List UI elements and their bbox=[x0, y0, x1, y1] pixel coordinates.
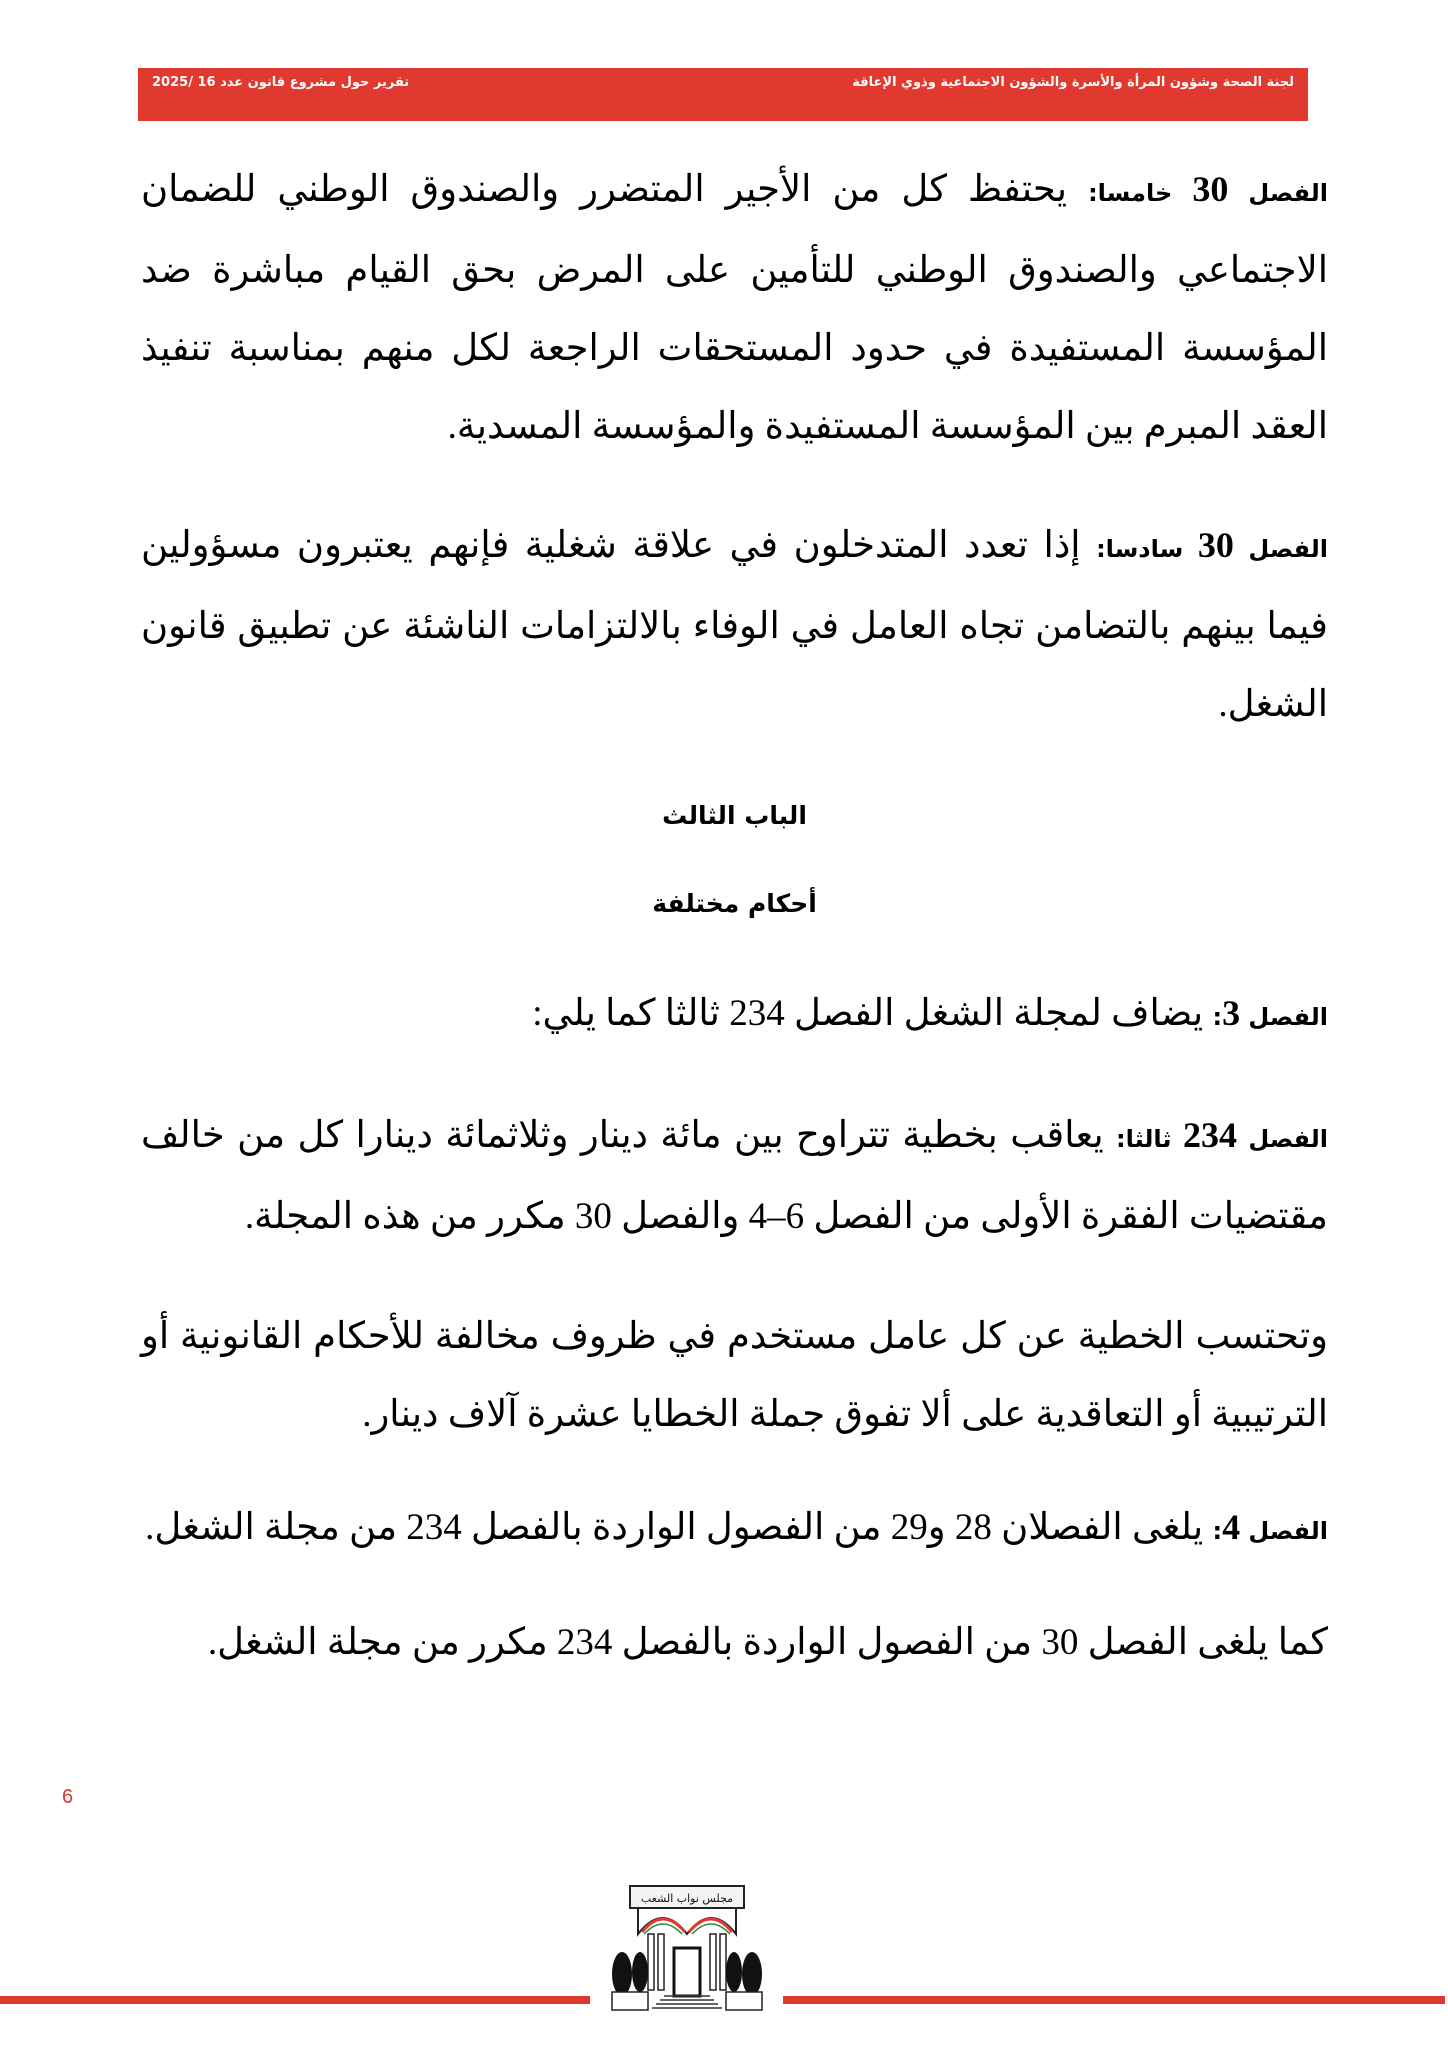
article-text: يضاف لمجلة الشغل الفصل 234 ثالثا كما يلي: bbox=[532, 993, 1213, 1034]
article-3 bbox=[141, 974, 1328, 1056]
article-label: الفصل 3: bbox=[1212, 993, 1328, 1033]
article-label: الفصل 234 ثالثا: bbox=[1116, 1115, 1329, 1155]
section-subheading: أحكام مختلفة bbox=[652, 889, 817, 918]
article-text: يلغى الفصلان 28 و29 من الفصول الواردة بالفصل 234 من مجلة الشغل. bbox=[145, 1507, 1213, 1548]
page-number: 6 bbox=[62, 1786, 74, 1808]
fine-calculation-paragraph: وتحتسب الخطية عن كل عامل مستخدم في ظروف مخالفة للأحكام القانونية أو الترتيبية أو التعاقدية على ألا تفوق جملة الخطايا عشرة آلاف دينار. bbox=[141, 1316, 1328, 1435]
article-label: الفصل 30 سادسا: bbox=[1096, 525, 1329, 565]
repeal-paragraph: كما يلغى الفصل 30 من الفصول الواردة بالفصل 234 مكرر من مجلة الشغل. bbox=[207, 1622, 1328, 1663]
logo-text: مجلس نواب الشعب bbox=[640, 1892, 734, 1905]
footer-line-right bbox=[783, 1996, 1445, 2004]
article-label: الفصل 4: bbox=[1212, 1507, 1328, 1547]
document-body bbox=[141, 150, 1328, 1682]
article-text: يعاقب بخطية تتراوح بين مائة دينار وثلاثمائة دينارا كل من خالف مقتضيات الفقرة الأولى من الفصل 6–4 والفصل 30 مكرر من هذه المجلة. bbox=[141, 1115, 1328, 1237]
report-title: تقرير حول مشروع قانون عدد 16 /2025 bbox=[152, 75, 410, 90]
article-text: يحتفظ كل من الأجير المتضرر والصندوق الوطني للضمان الاجتماعي والصندوق الوطني للتأمين على المرض بحق القيام مباشرة ضد المؤسسة المستفيدة في حدود المستحقات الراجعة لكل منهم بمناسبة تنفيذ العقد المبرم بين المؤسسة المستفيدة والمؤسسة المسدية. bbox=[141, 169, 1328, 447]
article-30-quinquies bbox=[141, 150, 1328, 466]
article-30-sexies bbox=[141, 506, 1328, 744]
header-bar bbox=[138, 68, 1308, 121]
committee-title: لجنة الصحة وشؤون المرأة والأسرة والشؤون الاجتماعية وذوي الإعاقة bbox=[852, 75, 1294, 90]
parliament-logo bbox=[608, 1884, 766, 2012]
section-heading: الباب الثالث bbox=[662, 801, 807, 830]
article-label: الفصل 30 خامسا: bbox=[1088, 169, 1328, 209]
article-text: إذا تعدد المتدخلون في علاقة شغلية فإنهم يعتبرون مسؤولين فيما بينهم بالتضامن تجاه العامل في الوفاء بالالتزامات الناشئة عن تطبيق قانون الشغل. bbox=[141, 525, 1328, 725]
article-4 bbox=[141, 1488, 1328, 1570]
footer-line-left bbox=[0, 1996, 590, 2004]
article-234-ter bbox=[141, 1096, 1328, 1256]
